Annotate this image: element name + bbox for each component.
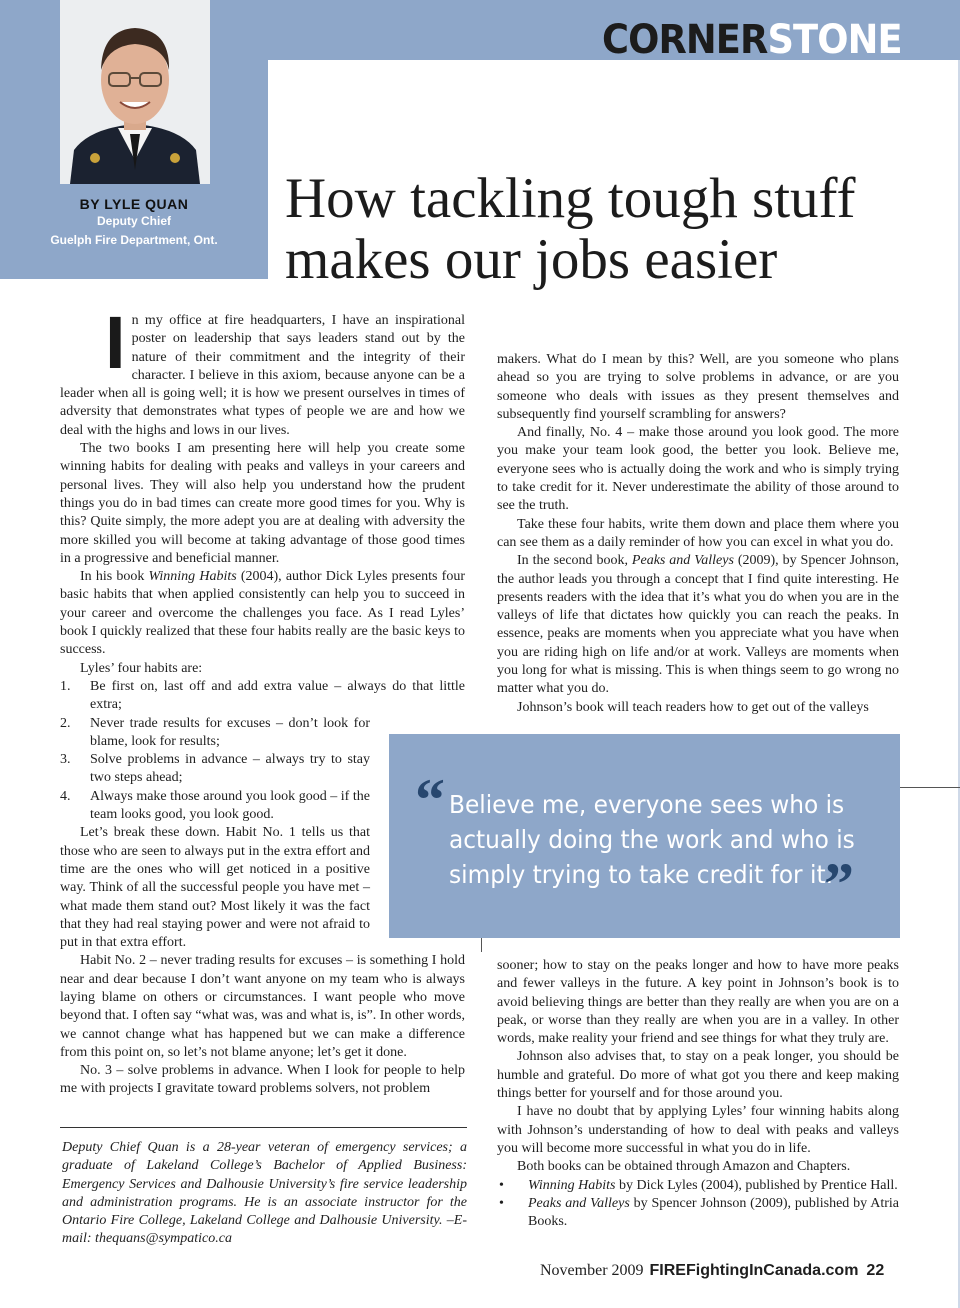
paragraph: I have no doubt that by applying Lyles’ four winning habits along with Johnson’s understanding of how to deal with peaks and valleys you will become more successful in what you do in life. [497,1104,899,1156]
paragraph: The two books I am presenting here will help you create some winning habits for dealing with peaks and valleys in your careers and personal lives. They will also help you understand how the prudent things you do in bad times can create more good times for you. Why is this? Quite simply, the more adept you are at dealing with adversity the more skilled you will become at taking advantage of those good times in a progressive and beneficial manner. [60,441,465,566]
list-number: 2. [60,715,71,731]
list-item [60,788,370,825]
logo-part-2: STONE [767,17,902,63]
headline-line-2: makes our jobs easier [285,228,778,291]
text-run: (2004), author Dick Lyles presents four basic habits that when applied consistently can help you to succeed in your career and overcome the challenges you face. As I read Lyles’ book I quickly realized that these four habits really are the basic keys to success. [60,569,465,658]
list-text: Solve problems in advance – always try to stay two steps ahead; [90,752,370,786]
books-list [497,1177,899,1232]
close-quote-mark: ” [824,851,854,917]
paragraph [60,568,465,659]
paragraph [497,552,899,698]
section-logo [602,14,902,66]
list-text: Always make those around you look good – if the team looks good, you look good. [90,788,370,823]
list-number: 1. [60,678,71,694]
list-text: by Dick Lyles (2004), published by Prentice Hall. [615,1177,898,1193]
text-run: In his book [80,569,149,585]
pullquote-text: Believe me, everyone sees who is actually doing the work and who is simply trying to take credit for it. [449,790,855,889]
paragraph: And finally, No. 4 – make those around you look good. The more you make your team look good, the better you look. Believe me, everyone sees who is actually doing the work and who is simply trying to take credit for it. Never underestimate the ability of those around to see the truth. [497,425,899,514]
author-portrait-image [60,0,210,184]
paragraph: Both books can be obtained through Amazon and Chapters. [517,1159,851,1175]
intro-paragraph [60,301,465,440]
paragraph: No. 3 – solve problems in advance. When I look for people to help me with projects I gravitate toward problems solvers, not problem [60,1063,465,1097]
list-number: 3. [60,752,71,768]
list-item [60,678,465,715]
text-run: In the second book, [517,553,632,569]
author-photo [60,0,210,184]
pullquote-connector [481,938,482,952]
bio-rule [60,1127,467,1128]
author-department: Guelph Fire Department, Ont. [50,233,218,247]
right-column-top [497,351,899,717]
book-title: Winning Habits [528,1177,616,1193]
list-number: 4. [60,788,71,804]
byline [0,196,268,250]
text-run: (2009), by Spencer Johnson, the author leads you through a concept that I find quite interesting. He presents readers with the idea that it’s what you do when you are in the valleys of life that dictates how quickly you can reach the peaks. In essence, peaks are moments when you appreciate what you have when you are riding high on life and/or at work. Valleys are moments when you long for what is missing. This is when things seem to go wrong no matter what you do. [497,553,899,697]
list-item [497,1195,899,1232]
paragraph: Take these four habits, write them down and place them where you can see them as a daily reminder of how you can excel in what you do. [497,516,899,550]
drop-cap: I [105,301,126,384]
author-sidebar [0,0,268,279]
author-name: BY LYLE QUAN [79,196,189,212]
bullet: • [499,1177,504,1193]
book-title: Peaks and Valleys [631,553,734,569]
paragraph: Johnson also advises that, to stay on a peak longer, you should be humble and grateful. Do more of what got you there and keep making things better for yourself and for those around you. [497,1049,899,1102]
article-headline [285,168,945,290]
book-title: Peaks and Valleys [528,1195,630,1211]
intro-text: n my office at fire headquarters, I have an inspirational poster on leadership that says leaders stand out by the nature of their commitment and the integrity of their character. I believe in this axiom, because anyone can be a leader when all is going well; it is how we present ourselves in times of adversity that demonstrates what types of people we are and how we deal with the highs and lows in our lives. [60,313,465,438]
paragraph: Lyles’ four habits are: [80,660,203,676]
pullquote-box [389,734,900,938]
list-item [60,751,370,788]
paragraph: Habit No. 2 – never trading results for excuses – is something I hold near and dear because I don’t want anyone on my team who is always laying blame on others or circumstances. I want people who move beyond that. I often say “what was, was and what is, is”. In other words, we cannot change what has happened but we can make a difference from this point on, so let’s not blame anyone; let’s get it done. [60,953,465,1060]
paragraph: Let’s break these down. Habit No. 1 tells us that those who are seen to always put in the extra effort and time are the ones who will get noticed in a positive way. Think of all the successful people you have met – what made them stand out? Most likely it was the fact that they had real staying power and were not afraid to put in that extra effort. [60,825,370,951]
list-text: by Spencer Johnson (2009), published by Atria Books. [528,1195,899,1230]
list-text: Never trade results for excuses – don’t look for blame, look for results; [90,715,370,749]
page-footer [540,1262,884,1280]
issue-date: November 2009 [540,1262,644,1279]
bullet: • [499,1195,504,1211]
paragraph: sooner; how to stay on the peaks longer and how to have more peaks and fewer valleys in the future. A key point in Johnson’s book is to avoid believing things are better than they really are when you are on a peak, or worse than they really are when you are in a valley. In other words, make reality your friend and see things for what they truly are. [497,958,899,1047]
pullquote-rule [900,787,960,788]
list-item [497,1177,899,1195]
author-bio: Deputy Chief Quan is a 28-year veteran of emergency services; a graduate of Lakeland College’s Bachelor of Applied Business: Emergency Services and Dalhousie University’s fire service leadership and administration programs. He is an associate instructor for the Ontario Fire College, Lakeland College and Dalhousie University. –E-mail: thequans@sympatico.ca [62,1140,467,1247]
website: FIREFightingInCanada.com [649,1262,859,1279]
headline-line-1: How tackling tough stuff [285,167,856,230]
paragraph: Johnson’s book will teach readers how to get out of the valleys [517,699,869,715]
left-column [60,301,465,1099]
logo-part-1: CORNER [602,17,768,63]
author-title: Deputy Chief [96,214,171,228]
list-text: Be first on, last off and add extra value – always do that little extra; [90,678,465,713]
right-column-bottom [497,957,899,1231]
list-item [60,715,370,752]
open-quote-mark: “ [415,767,445,833]
book-title: Winning Habits [148,569,237,585]
paragraph: makers. What do I mean by this? Well, are you someone who plans ahead so you are trying to solve problems in advance, or are you someone who deals with issues as they present themselves and subsequently find yourself scrambling for answers? [497,352,899,422]
page-number: 22 [866,1262,885,1279]
